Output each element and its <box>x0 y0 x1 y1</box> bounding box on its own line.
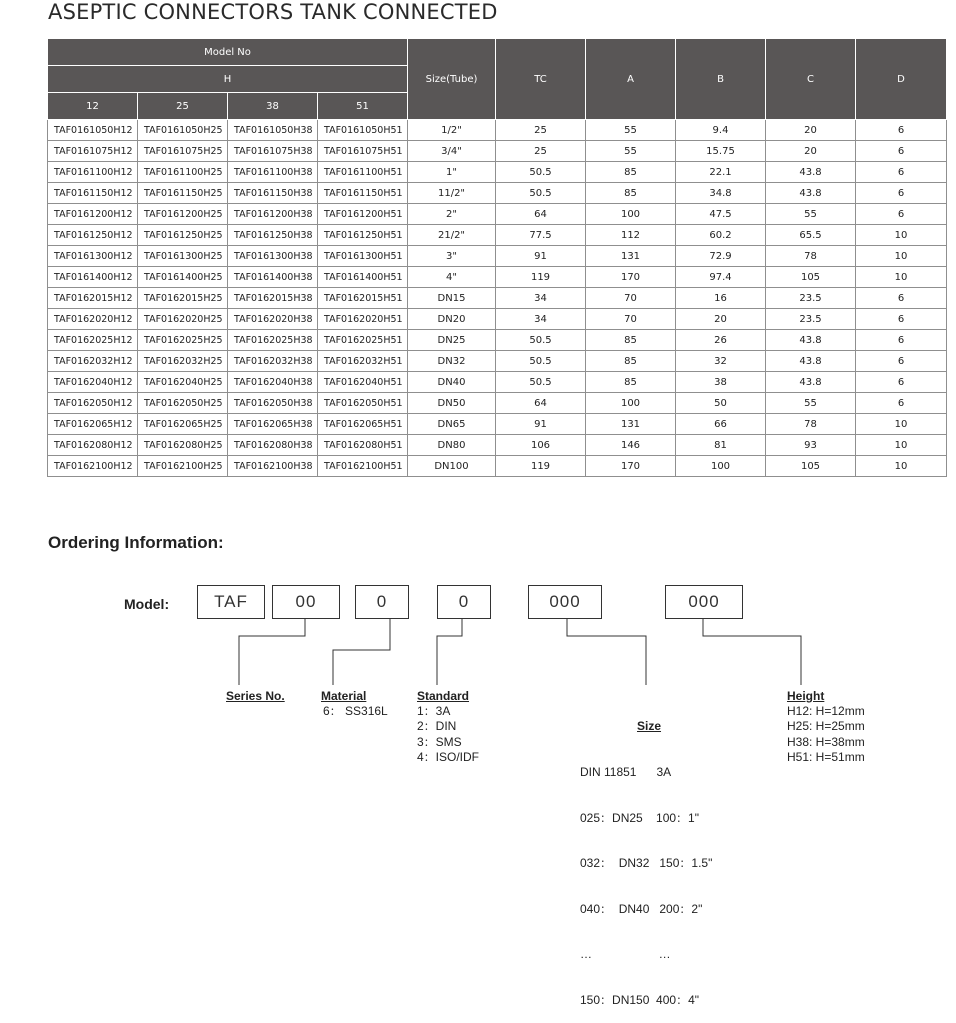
model-number-cell: TAF0161150H25 <box>138 183 228 204</box>
value-cell: 20 <box>766 141 856 162</box>
legend-size-line: 032： DN32 150：1.5" <box>580 856 713 871</box>
value-cell: 55 <box>766 204 856 225</box>
legend-size-line: 040： DN40 200：2" <box>580 901 703 916</box>
value-cell: 20 <box>676 309 766 330</box>
value-cell: 16 <box>676 288 766 309</box>
value-cell: 6 <box>856 204 947 225</box>
value-cell: DN100 <box>408 456 496 477</box>
value-cell: 70 <box>586 309 676 330</box>
legend-size-line: DIN 11851 3A <box>580 765 672 780</box>
value-cell: 21/2" <box>408 225 496 246</box>
legend-series-title: Series No. <box>226 689 285 703</box>
value-cell: 6 <box>856 393 947 414</box>
value-cell: 43.8 <box>766 330 856 351</box>
value-cell: 32 <box>676 351 766 372</box>
value-cell: 6 <box>856 162 947 183</box>
value-cell: 47.5 <box>676 204 766 225</box>
value-cell: 66 <box>676 414 766 435</box>
header-tc: TC <box>496 39 586 120</box>
value-cell: 25 <box>496 141 586 162</box>
legend-series <box>226 689 285 704</box>
model-number-cell: TAF0162025H38 <box>228 330 318 351</box>
header-h38: 38 <box>228 93 318 120</box>
legend-height-title: Height <box>787 689 825 703</box>
value-cell: 10 <box>856 414 947 435</box>
legend-material-title: Material <box>321 689 367 703</box>
model-number-cell: TAF0162100H38 <box>228 456 318 477</box>
model-number-cell: TAF0162015H51 <box>318 288 408 309</box>
value-cell: 50.5 <box>496 351 586 372</box>
model-number-cell: TAF0162050H51 <box>318 393 408 414</box>
value-cell: 25 <box>496 120 586 141</box>
legend-height-line: H51: H=51mm <box>787 749 865 764</box>
header-d: D <box>856 39 947 120</box>
legend-size-line: 150：DN150 400：4" <box>580 993 699 1008</box>
value-cell: 85 <box>586 162 676 183</box>
value-cell: 6 <box>856 141 947 162</box>
model-number-cell: TAF0161050H12 <box>48 120 138 141</box>
value-cell: 105 <box>766 456 856 477</box>
value-cell: 91 <box>496 246 586 267</box>
model-number-cell: TAF0162032H25 <box>138 351 228 372</box>
value-cell: 43.8 <box>766 183 856 204</box>
value-cell: 85 <box>586 351 676 372</box>
model-number-cell: TAF0161050H51 <box>318 120 408 141</box>
model-number-cell: TAF0162032H12 <box>48 351 138 372</box>
legend-size-line: 025：DN25 100：1" <box>580 810 699 825</box>
value-cell: 64 <box>496 393 586 414</box>
model-number-cell: TAF0162100H25 <box>138 456 228 477</box>
value-cell: 23.5 <box>766 288 856 309</box>
page-title: ASEPTIC CONNECTORS TANK CONNECTED <box>48 0 498 24</box>
ordering-heading: Ordering Information: <box>48 533 224 552</box>
model-number-cell: TAF0161250H12 <box>48 225 138 246</box>
header-a: A <box>586 39 676 120</box>
connector-size <box>567 618 646 685</box>
model-label: Model: <box>124 596 170 612</box>
legend-standard-line: 3：SMS <box>417 734 462 749</box>
model-number-cell: TAF0161400H51 <box>318 267 408 288</box>
value-cell: 10 <box>856 435 947 456</box>
model-number-cell: TAF0162020H25 <box>138 309 228 330</box>
model-number-cell: TAF0161200H25 <box>138 204 228 225</box>
model-number-cell: TAF0162032H38 <box>228 351 318 372</box>
value-cell: 50.5 <box>496 330 586 351</box>
model-number-cell: TAF0161075H12 <box>48 141 138 162</box>
legend-size-title: Size <box>637 719 662 734</box>
value-cell: DN20 <box>408 309 496 330</box>
value-cell: 10 <box>856 456 947 477</box>
value-cell: 15.75 <box>676 141 766 162</box>
value-cell: 119 <box>496 456 586 477</box>
value-cell: 1" <box>408 162 496 183</box>
value-cell: 6 <box>856 309 947 330</box>
value-cell: 1/2" <box>408 120 496 141</box>
value-cell: 43.8 <box>766 372 856 393</box>
value-cell: 78 <box>766 246 856 267</box>
model-number-cell: TAF0161250H25 <box>138 225 228 246</box>
legend-height <box>787 689 865 765</box>
value-cell: 100 <box>586 393 676 414</box>
value-cell: 34 <box>496 288 586 309</box>
value-cell: 55 <box>766 393 856 414</box>
value-cell: 106 <box>496 435 586 456</box>
value-cell: 50 <box>676 393 766 414</box>
model-box-standard: 0 <box>355 585 409 619</box>
model-box-series: TAF <box>197 585 265 619</box>
value-cell: 100 <box>676 456 766 477</box>
legend-size <box>580 689 712 1023</box>
value-cell: 6 <box>856 183 947 204</box>
value-cell: 64 <box>496 204 586 225</box>
value-cell: 50.5 <box>496 372 586 393</box>
model-number-cell: TAF0162065H51 <box>318 414 408 435</box>
value-cell: DN25 <box>408 330 496 351</box>
header-b: B <box>676 39 766 120</box>
legend-height-line: H25: H=25mm <box>787 719 865 734</box>
value-cell: 50.5 <box>496 162 586 183</box>
model-number-cell: TAF0162080H25 <box>138 435 228 456</box>
value-cell: 9.4 <box>676 120 766 141</box>
value-cell: 6 <box>856 330 947 351</box>
model-number-cell: TAF0162040H38 <box>228 372 318 393</box>
legend-standard-title: Standard <box>417 689 470 703</box>
value-cell: 55 <box>586 141 676 162</box>
value-cell: 20 <box>766 120 856 141</box>
legend-standard-line: 4：ISO/IDF <box>417 749 480 764</box>
legend-height-line: H38: H=38mm <box>787 734 865 749</box>
legend-standard-line: 1：3A <box>417 704 451 719</box>
model-number-cell: TAF0161300H38 <box>228 246 318 267</box>
value-cell: 34.8 <box>676 183 766 204</box>
model-number-cell: TAF0162020H51 <box>318 309 408 330</box>
model-number-cell: TAF0162065H25 <box>138 414 228 435</box>
model-number-cell: TAF0161050H38 <box>228 120 318 141</box>
model-number-cell: TAF0162065H12 <box>48 414 138 435</box>
value-cell: 34 <box>496 309 586 330</box>
model-number-cell: TAF0162100H12 <box>48 456 138 477</box>
value-cell: 100 <box>586 204 676 225</box>
model-number-cell: TAF0162080H12 <box>48 435 138 456</box>
model-number-cell: TAF0162020H38 <box>228 309 318 330</box>
model-number-cell: TAF0161200H38 <box>228 204 318 225</box>
model-box-standard-2: 0 <box>437 585 491 619</box>
model-number-cell: TAF0161400H25 <box>138 267 228 288</box>
model-number-cell: TAF0161400H38 <box>228 267 318 288</box>
model-number-cell: TAF0161300H51 <box>318 246 408 267</box>
value-cell: 131 <box>586 246 676 267</box>
model-box-material: 00 <box>272 585 340 619</box>
value-cell: 4" <box>408 267 496 288</box>
value-cell: DN65 <box>408 414 496 435</box>
model-number-cell: TAF0162080H51 <box>318 435 408 456</box>
model-box-size: 000 <box>528 585 602 619</box>
header-h12: 12 <box>48 93 138 120</box>
legend-standard <box>417 689 479 765</box>
value-cell: 112 <box>586 225 676 246</box>
model-number-cell: TAF0161200H12 <box>48 204 138 225</box>
model-number-cell: TAF0161075H25 <box>138 141 228 162</box>
model-number-cell: TAF0161300H12 <box>48 246 138 267</box>
value-cell: 38 <box>676 372 766 393</box>
header-c: C <box>766 39 856 120</box>
value-cell: 26 <box>676 330 766 351</box>
value-cell: 22.1 <box>676 162 766 183</box>
header-h: H <box>48 66 408 93</box>
value-cell: 146 <box>586 435 676 456</box>
model-number-cell: TAF0161050H25 <box>138 120 228 141</box>
model-number-cell: TAF0161150H38 <box>228 183 318 204</box>
value-cell: 72.9 <box>676 246 766 267</box>
model-number-cell: TAF0162025H12 <box>48 330 138 351</box>
model-number-cell: TAF0161400H12 <box>48 267 138 288</box>
model-number-cell: TAF0162040H51 <box>318 372 408 393</box>
model-number-cell: TAF0161100H12 <box>48 162 138 183</box>
value-cell: 170 <box>586 456 676 477</box>
model-number-cell: TAF0161150H51 <box>318 183 408 204</box>
model-number-cell: TAF0162080H38 <box>228 435 318 456</box>
model-number-cell: TAF0162015H38 <box>228 288 318 309</box>
model-number-cell: TAF0162050H25 <box>138 393 228 414</box>
value-cell: 81 <box>676 435 766 456</box>
model-number-cell: TAF0162015H25 <box>138 288 228 309</box>
legend-standard-line: 2：DIN <box>417 719 457 734</box>
value-cell: 3/4" <box>408 141 496 162</box>
value-cell: 10 <box>856 267 947 288</box>
model-number-cell: TAF0161200H51 <box>318 204 408 225</box>
value-cell: 97.4 <box>676 267 766 288</box>
value-cell: 70 <box>586 288 676 309</box>
model-number-cell: TAF0161075H51 <box>318 141 408 162</box>
value-cell: DN40 <box>408 372 496 393</box>
header-h25: 25 <box>138 93 228 120</box>
value-cell: 2" <box>408 204 496 225</box>
value-cell: 77.5 <box>496 225 586 246</box>
value-cell: 85 <box>586 372 676 393</box>
value-cell: 50.5 <box>496 183 586 204</box>
model-number-cell: TAF0162020H12 <box>48 309 138 330</box>
value-cell: 10 <box>856 246 947 267</box>
model-number-cell: TAF0162100H51 <box>318 456 408 477</box>
value-cell: 131 <box>586 414 676 435</box>
value-cell: 6 <box>856 351 947 372</box>
connector-height <box>703 618 801 685</box>
value-cell: 43.8 <box>766 351 856 372</box>
model-box-height: 000 <box>665 585 743 619</box>
model-number-cell: TAF0161150H12 <box>48 183 138 204</box>
value-cell: 105 <box>766 267 856 288</box>
header-model-no: Model No <box>48 39 408 66</box>
value-cell: 170 <box>586 267 676 288</box>
value-cell: 10 <box>856 225 947 246</box>
model-number-cell: TAF0162040H12 <box>48 372 138 393</box>
value-cell: 119 <box>496 267 586 288</box>
model-number-cell: TAF0162050H38 <box>228 393 318 414</box>
model-number-cell: TAF0162032H51 <box>318 351 408 372</box>
value-cell: 43.8 <box>766 162 856 183</box>
value-cell: 65.5 <box>766 225 856 246</box>
connector-material <box>333 618 390 685</box>
legend-height-line: H12: H=12mm <box>787 704 865 719</box>
legend-material-line: 6： SS316L <box>323 704 388 719</box>
connector-series <box>239 618 305 685</box>
value-cell: 55 <box>586 120 676 141</box>
value-cell: DN50 <box>408 393 496 414</box>
model-number-cell: TAF0161100H51 <box>318 162 408 183</box>
model-number-cell: TAF0161100H38 <box>228 162 318 183</box>
model-number-cell: TAF0162040H25 <box>138 372 228 393</box>
value-cell: 6 <box>856 372 947 393</box>
model-number-cell: TAF0162015H12 <box>48 288 138 309</box>
value-cell: 93 <box>766 435 856 456</box>
value-cell: DN15 <box>408 288 496 309</box>
value-cell: DN80 <box>408 435 496 456</box>
connector-standard <box>437 618 462 685</box>
value-cell: 3" <box>408 246 496 267</box>
model-number-cell: TAF0161075H38 <box>228 141 318 162</box>
model-number-cell: TAF0162025H25 <box>138 330 228 351</box>
value-cell: 23.5 <box>766 309 856 330</box>
header-h51: 51 <box>318 93 408 120</box>
model-number-cell: TAF0162050H12 <box>48 393 138 414</box>
header-size: Size(Tube) <box>408 39 496 120</box>
value-cell: 6 <box>856 120 947 141</box>
value-cell: 91 <box>496 414 586 435</box>
value-cell: 6 <box>856 288 947 309</box>
value-cell: 85 <box>586 183 676 204</box>
value-cell: DN32 <box>408 351 496 372</box>
model-number-cell: TAF0162065H38 <box>228 414 318 435</box>
model-number-cell: TAF0162025H51 <box>318 330 408 351</box>
model-number-cell: TAF0161300H25 <box>138 246 228 267</box>
legend-size-line: … … <box>580 947 671 962</box>
value-cell: 11/2" <box>408 183 496 204</box>
legend-material <box>321 689 388 719</box>
value-cell: 78 <box>766 414 856 435</box>
value-cell: 85 <box>586 330 676 351</box>
model-number-cell: TAF0161250H38 <box>228 225 318 246</box>
model-number-cell: TAF0161100H25 <box>138 162 228 183</box>
value-cell: 60.2 <box>676 225 766 246</box>
model-number-cell: TAF0161250H51 <box>318 225 408 246</box>
